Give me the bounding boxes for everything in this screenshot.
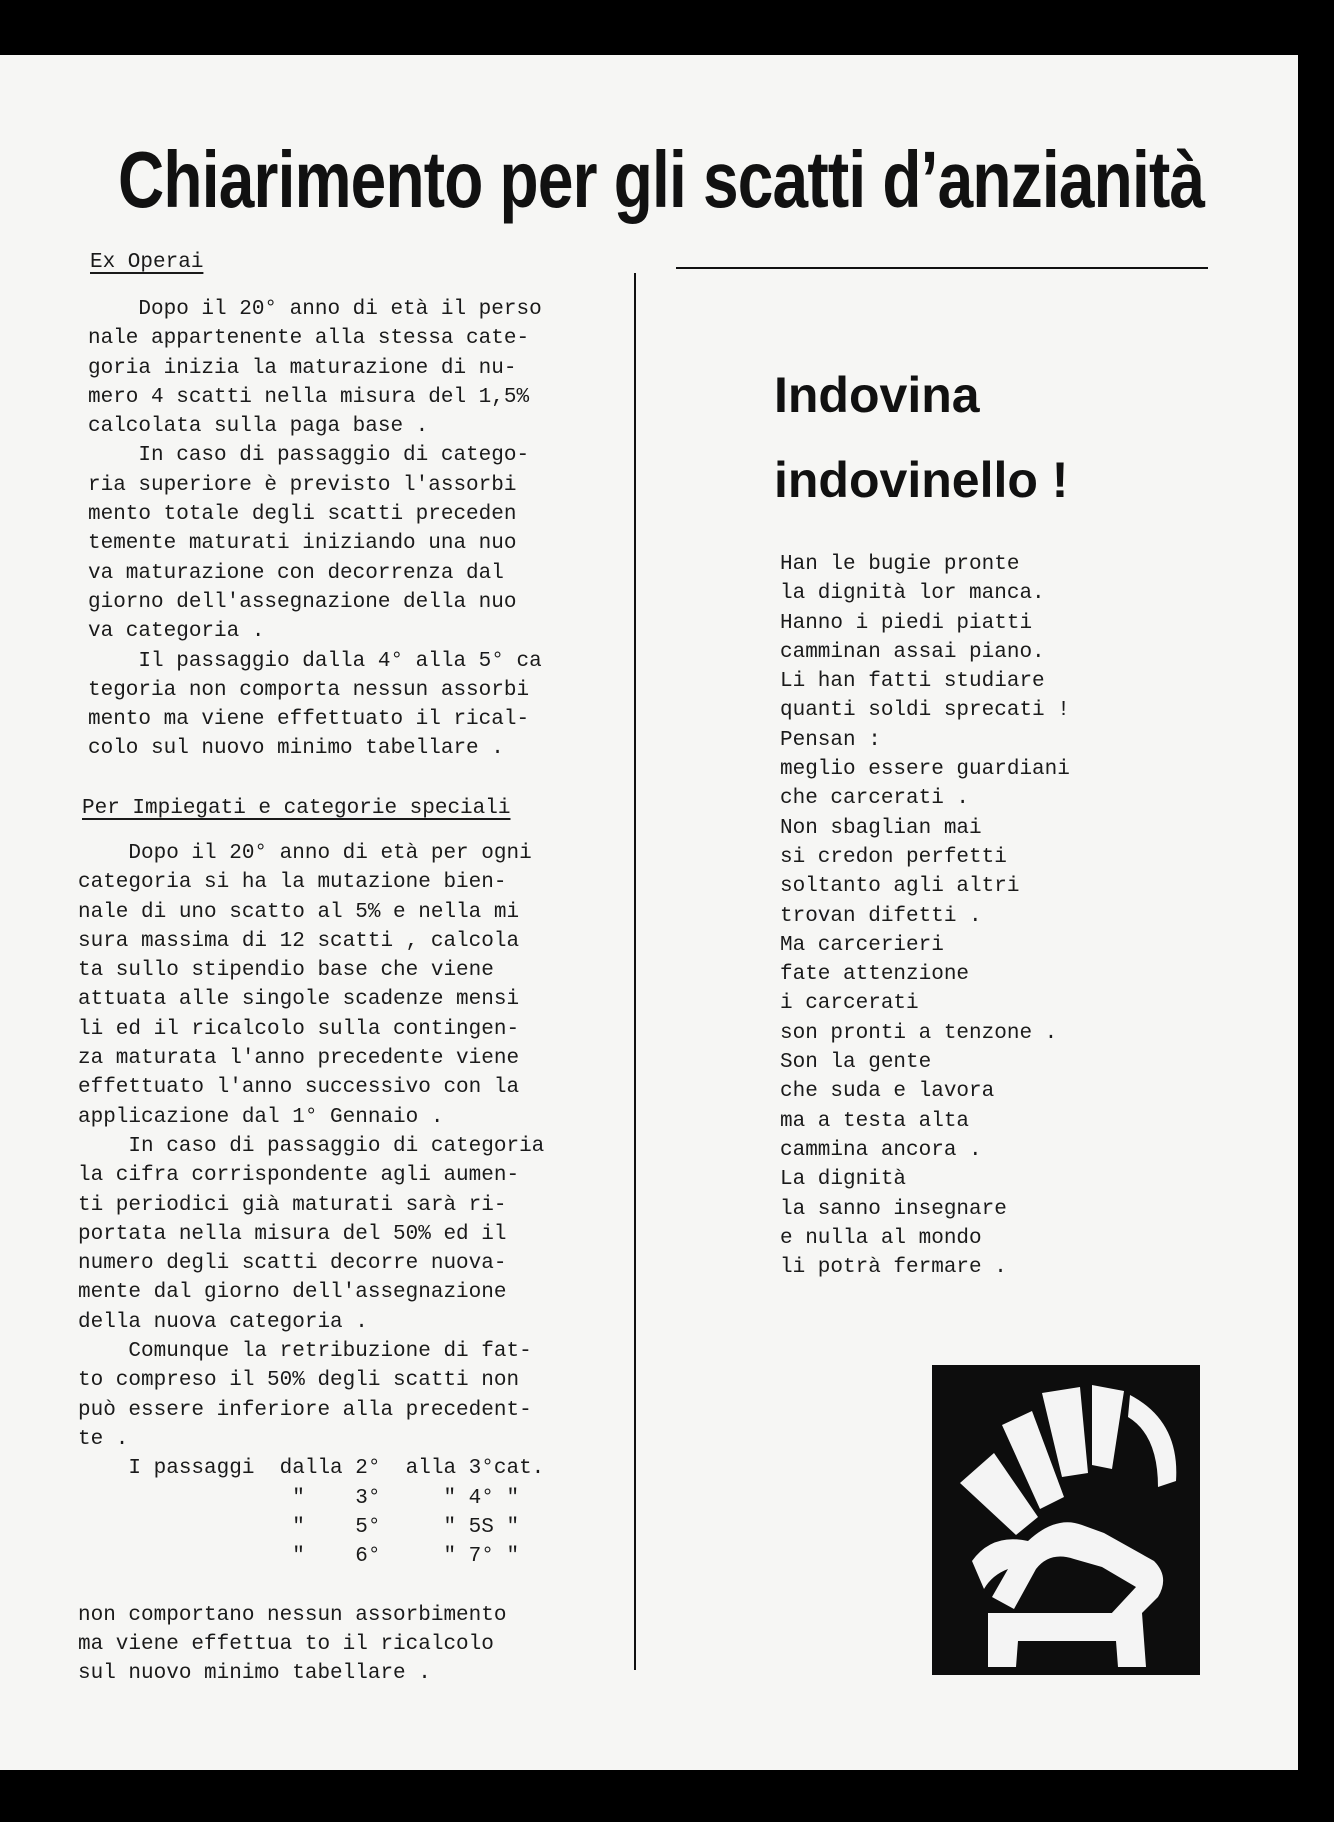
poem-text: Han le bugie pronte la dignità lor manca. Hanno i piedi piatti camminan assai piano. Li han fatti studiare quanti soldi sprecati ! Pensan : meglio essere guardiani che carcerati . Non sbaglian mai si credon perfetti soltanto agli altri trovan difetti . Ma carcerieri fate attenzione i carcerati son pronti a tenzone . Son la gente che suda e lavora ma a testa alta cammina ancora . La dignità la sanno insegnare e nulla al mondo li potrà fermare . [780, 553, 1070, 1280]
section-text-ex-operai: Dopo il 20° anno di età il perso nale appartenente alla stessa cate- goria inizia la maturazione di nu- mero 4 scatti nella misura del 1,5% calcolata sulla paga base . In caso di passaggio di catego- ria superiore è previsto l'assorbi mento totale degli scatti preceden temente maturati iniziando una nuo va maturazione con decorrenza dal giorno dell'assegnazione della nuo va categoria . Il passaggio dalla 4° alla 5° ca tegoria non comporta nessun assorbi mento ma viene effettuato il rical- colo sul nuovo minimo tabellare . [88, 298, 542, 761]
section-heading-ex-operai: Ex Operai [90, 251, 204, 274]
riddle-title: Indovina indovinello ! [774, 367, 1069, 508]
document-page [0, 55, 1298, 1770]
page-title: Chiarimento per gli scatti d’anzianità [118, 135, 1205, 224]
column-divider [634, 273, 636, 1670]
section-text-impiegati: Dopo il 20° anno di età per ogni categoria si ha la mutazione bien- nale di uno scatto al 5% e nella mi sura massima di 12 scatti , calcola ta sullo stipendio base che viene attuata alle singole scadenze mensi li ed il ricalcolo sulla contingen- za maturata l'anno precedente viene effettuato l'anno successivo con la applicazione dal 1° Gennaio . In caso di passaggio di categoria la cifra corrispondente agli aumen- ti periodici già maturati sarà ri- portata nella misura del 50% ed il numero degli scatti decorre nuova- mente dal giorno dell'assegnazione della nuova categoria . Comunque la retribuzione di fat- to compreso il 50% degli scatti non può essere inferiore alla precedent- te . I passaggi dalla 2° alla 3°cat. " 3° " 4° " " 5° " 5S " " 6° " 7° " non comportano nessun assorbimento ma viene effettua to il ricalcolo sul nuovo minimo tabellare . [78, 842, 545, 1686]
top-rule [676, 267, 1208, 269]
section-heading-impiegati: Per Impiegati e categorie speciali [82, 797, 511, 820]
raised-fist-icon [932, 1365, 1200, 1675]
